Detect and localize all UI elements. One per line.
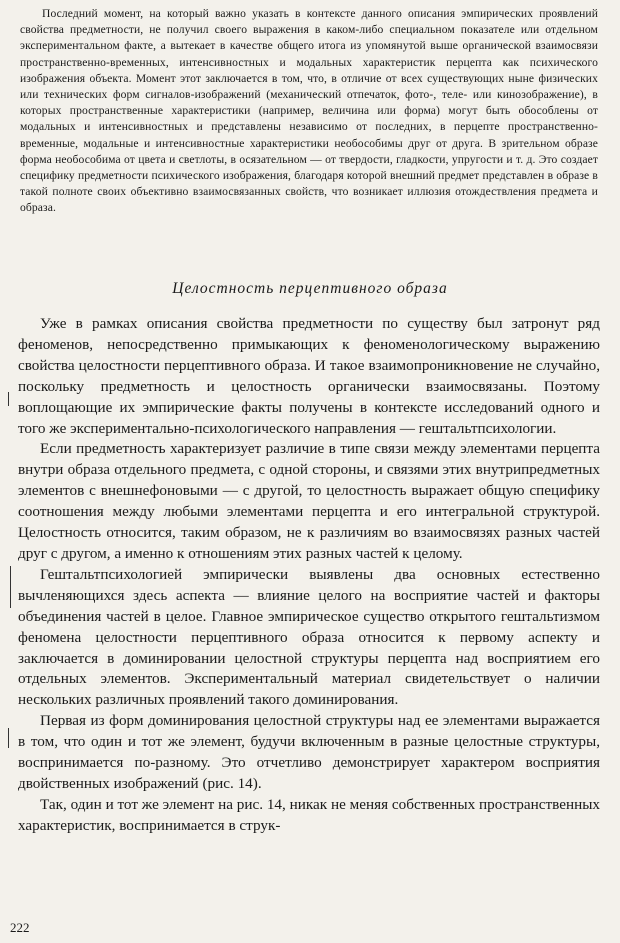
paragraph: Если предметность характеризует различие в типе связи между элементами перцепта внутри образа отдельного предмета, с одной стороны, и связями этих внутрипредметных элементов с внешнефоновыми — с другой, то целостность выражает общую специфику соотношения между любыми элементами перцепта и его интегральной структурой. Целостность относится, таким образом, не к различиям во взаимосвязях разных частей друг с другом, а именно к отношениям этих разных частей к целому.: [18, 440, 600, 562]
paragraph: Так, один и тот же элемент на рис. 14, никак не меняя собственных пространственных характеристик, воспринимается в струк-: [18, 795, 600, 834]
margin-mark: [8, 728, 9, 748]
paragraph: Гештальтпсихологией эмпирически выявлены два основных естественно вычленяющихся здесь аспекта — влияние целого на восприятие частей и факторы объединения частей в целое. Главное эмпирическое существо открытого гештальтизмом феномена целостности перцептивного образа относится к первому аспекту и заключается в доминировании целостной структуры перцепта над восприятием его отдельных элементов. Экспериментальный материал свидетельствует о наличии нескольких различных проявлений такого доминирования.: [18, 565, 600, 709]
intro-paragraph: Последний момент, на который важно указать в контексте данного описания эмпирических проявлений свойства предметности, не получил своего выражения в каком-либо специальном показателе или отдельном экспериментальном факте, а вытекает в качестве общего итога из упомянутой выше органической взаимосвязи пространственно-временных, интенсивностных и модальных характеристик перцепта как психического изображения объекта. Момент этот заключается в том, что, в отличие от всех существующих ныне физических или технических форм сигналов-изображений (механический отпечаток, фото-, теле- или кинозображение), в которых пространственные характеристики (например, величина или форма) могут быть обособлены от модальных и интенсивностных и представлены независимо от последних, в перцепте пространственно-временные, модальные и интенсивностные характеристики необособимы друг от друга. В зрительном образе форма необособима от цвета и светлоты, в осязательном — от твердости, гладкости, упругости и т. д. Это создает специфику предметности психического изображения, благодаря которой внешний предмет представлен в образе в такой полноте своих объективно взаимосвязанных свойств, что возникает иллюзия отождествления предмета и образа.: [20, 7, 598, 215]
section-title: Целостность перцептивного образа: [172, 280, 448, 297]
paragraph: Первая из форм доминирования целостной структуры над ее элементами выражается в том, что один и тот же элемент, будучи включенным в разные целостные структуры, воспринимается по-разному. Это отчетливо демонстрирует характером восприятия двойственных изображений (рис. 14).: [18, 712, 600, 792]
main-text: [18, 314, 600, 837]
margin-mark: [8, 392, 9, 406]
paragraph: Уже в рамках описания свойства предметности по существу был затронут ряд феноменов, непосредственно примыкающих к феноменологическому выражению свойства целостности перцептивного образа. И такое взаимопроникновение не случайно, поскольку предметность и целостность органически взаимосвязаны. Поэтому воплощающие их эмпирические факты получены в контексте исследований одного и того же экспериментально-психологического направления — гештальтпсихологии.: [18, 315, 600, 437]
page-number: 222: [10, 920, 30, 935]
margin-bracket: [10, 566, 11, 608]
